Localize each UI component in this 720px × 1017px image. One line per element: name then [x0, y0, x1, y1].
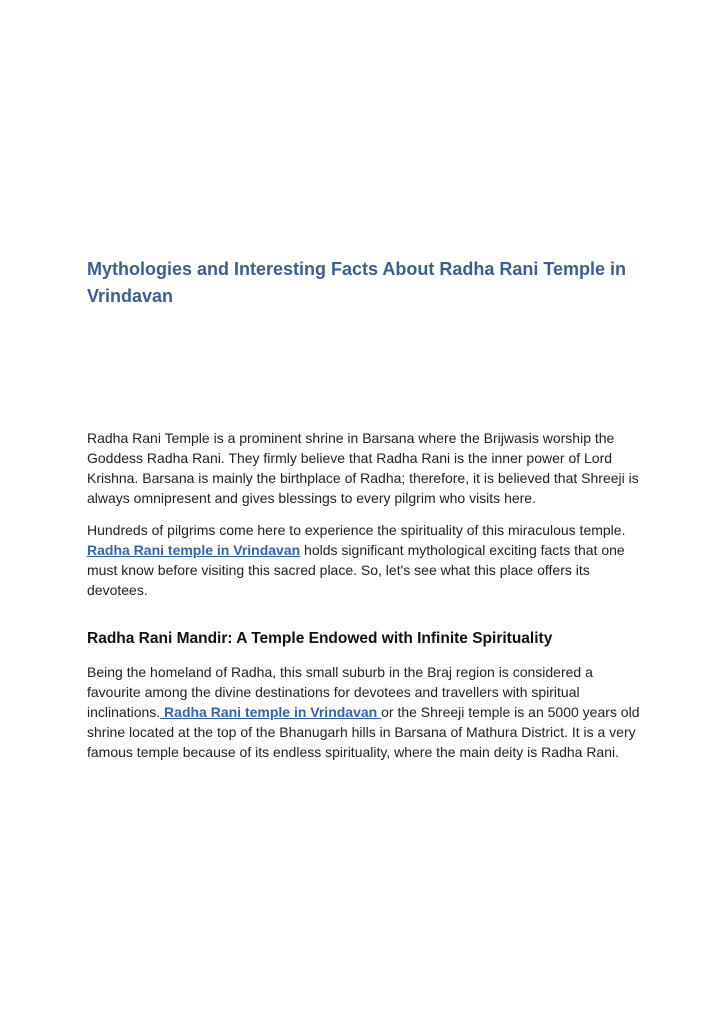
radha-rani-temple-link-2[interactable]: Radha Rani temple in Vrindavan: [160, 704, 382, 720]
pilgrims-paragraph-text-after: holds significant mythological exciting facts that one must know before visiting this sacred place. So, let's see what this place offers its devotees.: [87, 542, 625, 598]
pilgrims-paragraph-text-before: Hundreds of pilgrims come here to experience the spirituality of this miraculous temple.: [87, 522, 626, 538]
section-heading: Radha Rani Mandir: A Temple Endowed with Infinite Spirituality: [87, 630, 553, 647]
radha-rani-temple-link[interactable]: Radha Rani temple in Vrindavan: [87, 542, 301, 558]
homeland-paragraph: [87, 662, 647, 762]
article-title: Mythologies and Interesting Facts About Radha Rani Temple in Vrindavan: [87, 259, 627, 306]
homeland-paragraph-text-before: Being the homeland of Radha, this small suburb in the Braj region is considered a favourite among the divine destinations for devotees and travellers with spiritual inclinations.: [87, 664, 593, 720]
intro-paragraph: Radha Rani Temple is a prominent shrine in Barsana where the Brijwasis worship the Goddess Radha Rani. They firmly believe that Radha Rani is the inner power of Lord Krishna. Barsana is mainly the birthplace of Radha; therefore, it is believed that Shreeji is always omnipresent and gives blessings to every pilgrim who visits here.: [87, 430, 639, 506]
homeland-paragraph-text-after: or the Shreeji temple is an 5000 years old shrine located at the top of the Bhanugarh hills in Barsana of Mathura District. It is a very famous temple because of its endless spirituality, where the main deity is Radha Rani.: [87, 704, 640, 760]
pilgrims-paragraph: [87, 520, 647, 600]
